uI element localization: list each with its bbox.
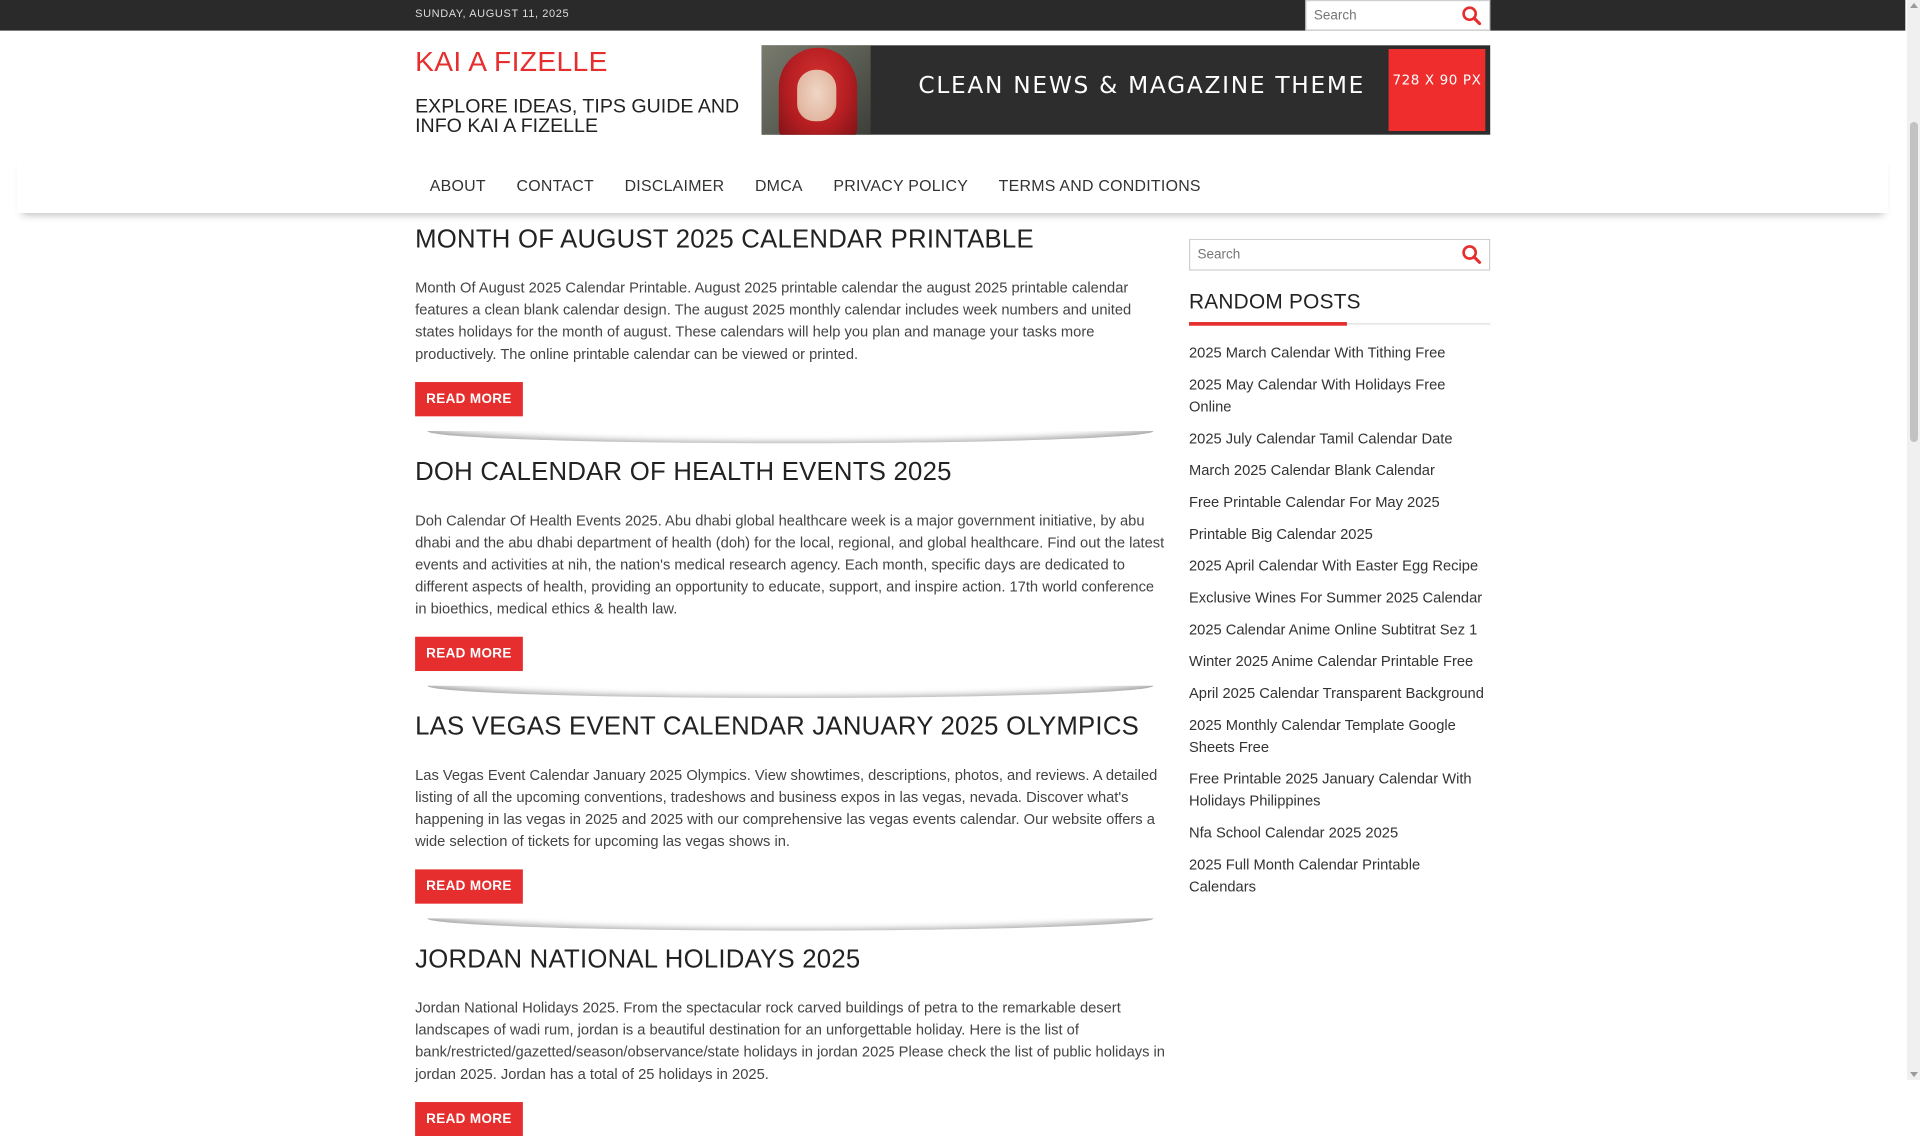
sidebar-search-input[interactable] [1198, 240, 1455, 269]
scroll-up-arrow-icon[interactable] [1910, 3, 1918, 8]
vertical-scrollbar[interactable] [1907, 0, 1920, 1080]
read-more-button[interactable]: READ MORE [415, 1102, 523, 1136]
random-posts-list [1189, 342, 1490, 898]
nav-item-contact[interactable]: CONTACT [516, 176, 594, 195]
post-excerpt: Doh Calendar Of Health Events 2025. Abu dhabi global healthcare week is a major government initiative, by abu dhabi and the abu dhabi department of health (doh) for the local, regional, and global healthcare. Find out the latest events and activities at nih, the nation's medical research agency. Each month, specific days are dedicated to different aspects of health, providing an opportunity to educate, support, and inspire action. 17th world conference in bioethics, medical ethics & health law. [415, 511, 1165, 618]
nav-item-terms[interactable]: TERMS AND CONDITIONS [998, 176, 1201, 195]
ad-banner[interactable] [762, 45, 1491, 134]
random-post-link[interactable]: 2025 Full Month Calendar Printable Calendars [1188, 855, 1421, 896]
random-post-link[interactable]: April 2025 Calendar Transparent Background [1188, 684, 1484, 702]
site-description: EXPLORE IDEAS, TIPS GUIDE AND INFO KAI A FIZELLE [415, 96, 740, 138]
nav-item-privacy-policy[interactable]: PRIVACY POLICY [833, 176, 969, 195]
nav-item-about[interactable]: ABOUT [429, 176, 486, 195]
read-more-button[interactable]: READ MORE [415, 637, 523, 671]
random-post-link[interactable]: 2025 April Calendar With Easter Egg Recipe [1188, 557, 1479, 575]
scrollbar-thumb[interactable] [1910, 122, 1918, 442]
banner-text: CLEAN NEWS & MAGAZINE THEME [918, 72, 1366, 100]
main-navigation [17, 153, 1888, 213]
widget-title-underline [1189, 323, 1490, 324]
random-post-link[interactable]: Free Printable 2025 January Calendar With Holidays Philippines [1188, 770, 1472, 810]
current-date: SUNDAY, AUGUST 11, 2025 [415, 7, 570, 20]
post-item [415, 457, 1166, 698]
widget-title-accent [1189, 322, 1347, 326]
post-excerpt: Month Of August 2025 Calendar Printable. August 2025 printable calendar the august 2025 printable calendar features a clean blank calendar design. The august 2025 monthly calendar includes week numbers and united states holidays for the month of august. These calendars will help you plan and manage your tasks more productively. The online printable calendar can be viewed or printed. [415, 279, 1132, 363]
random-post-link[interactable]: Free Printable Calendar For May 2025 [1188, 493, 1440, 511]
random-post-link[interactable]: 2025 Monthly Calendar Template Google Sheets Free [1188, 716, 1456, 756]
read-more-button[interactable]: READ MORE [415, 382, 523, 416]
top-bar [0, 0, 1905, 31]
random-post-link[interactable]: 2025 July Calendar Tamil Calendar Date [1188, 429, 1453, 447]
read-more-button[interactable]: READ MORE [415, 869, 523, 903]
sidebar [1189, 239, 1490, 908]
post-item [415, 711, 1166, 930]
top-search-box[interactable] [1305, 0, 1490, 31]
random-post-link[interactable]: Nfa School Calendar 2025 2025 [1188, 824, 1399, 842]
random-posts-title: RANDOM POSTS [1188, 290, 1361, 314]
banner-photo [762, 45, 871, 134]
random-post-link[interactable]: 2025 May Calendar With Holidays Free Online [1188, 375, 1446, 416]
random-post-link[interactable]: Printable Big Calendar 2025 [1188, 525, 1373, 543]
random-post-link[interactable]: Winter 2025 Anime Calendar Printable Free [1188, 652, 1474, 670]
random-post-link[interactable]: 2025 Calendar Anime Online Subtitrat Sez 1 [1188, 620, 1478, 638]
sidebar-search-box[interactable] [1189, 239, 1490, 271]
nav-menu [415, 176, 1231, 194]
post-excerpt: Las Vegas Event Calendar January 2025 Olympics. View showtimes, descriptions, photos, and reviews. A detailed listing of all the upcoming conventions, tradeshows and business expos in las vegas, nevada. Discover what's happening in las vegas in 2025 and 2025 with our comprehensive las vegas events calendar. Our website offers a wide selection of tickets for upcoming las vegas shows in. [415, 766, 1158, 850]
post-divider [427, 686, 1153, 698]
post-title[interactable]: MONTH OF AUGUST 2025 CALENDAR PRINTABLE [415, 225, 1034, 254]
banner-photo-face [797, 70, 836, 121]
post-divider [427, 431, 1153, 443]
banner-size-badge: 728 X 90 PX [1389, 49, 1486, 131]
main-content [415, 224, 1166, 1136]
scroll-down-arrow-icon[interactable] [1910, 1072, 1918, 1077]
site-title[interactable]: KAI A FIZELLE [415, 45, 608, 78]
post-item [415, 224, 1166, 443]
post-title[interactable]: DOH CALENDAR OF HEALTH EVENTS 2025 [415, 457, 952, 487]
search-icon[interactable] [1461, 4, 1483, 26]
nav-item-disclaimer[interactable]: DISCLAIMER [624, 176, 725, 195]
search-icon[interactable] [1461, 244, 1483, 266]
post-item [415, 944, 1166, 1136]
nav-item-dmca[interactable]: DMCA [754, 176, 803, 195]
post-excerpt: Jordan National Holidays 2025. From the spectacular rock carved buildings of petra to the remarkable desert landscapes of wadi rum, jordan is a beautiful destination for an unforgettable holiday. Here is the list of bank/restricted/gazetted/season/observance/state holidays in jordan 2025 Please check the list of public holidays in jordan 2025. Jordan has a total of 25 holidays in 2025. [415, 999, 1165, 1083]
site-header [0, 31, 1905, 153]
random-post-link[interactable]: March 2025 Calendar Blank Calendar [1188, 461, 1435, 479]
post-divider [427, 918, 1153, 930]
top-search-input[interactable] [1314, 1, 1455, 29]
post-title[interactable]: JORDAN NATIONAL HOLIDAYS 2025 [415, 945, 861, 974]
post-title[interactable]: LAS VEGAS EVENT CALENDAR JANUARY 2025 OLYMPICS [415, 712, 1140, 741]
random-post-link[interactable]: 2025 March Calendar With Tithing Free [1188, 344, 1446, 362]
random-post-link[interactable]: Exclusive Wines For Summer 2025 Calendar [1188, 588, 1483, 607]
